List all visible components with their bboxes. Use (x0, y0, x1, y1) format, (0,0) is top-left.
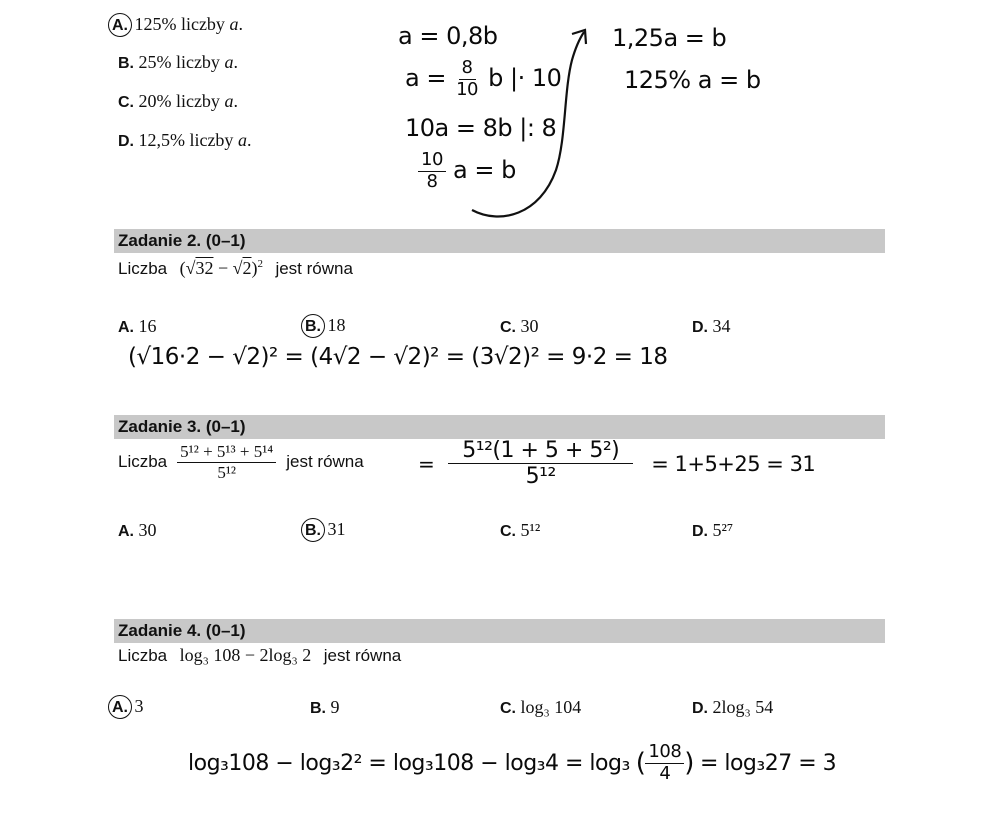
task2-option-d[interactable] (692, 316, 730, 337)
option-letter: A. (118, 319, 134, 336)
option-letter: A. (108, 695, 132, 719)
hw-frac-den: 4 (659, 762, 671, 784)
prompt-math: $(√32 - √2)^2$ (179, 258, 263, 278)
option-letter: B. (118, 55, 134, 72)
task2-prompt (118, 258, 353, 279)
task1-option-b[interactable] (118, 52, 238, 73)
option-value: 2log₃ 54 (712, 697, 774, 717)
hw-paren: ( (635, 748, 646, 779)
option-suffix: . (238, 14, 243, 34)
task4-option-b[interactable] (310, 697, 339, 718)
task1-option-c[interactable] (118, 91, 238, 112)
task2-option-a[interactable] (118, 316, 156, 337)
option-value: 34 (712, 316, 731, 336)
hw-paren: ) (684, 748, 694, 779)
option-value: 30 (138, 520, 157, 540)
prompt-text: jest równa (275, 259, 353, 278)
hw-text: b |· 10 (488, 64, 562, 93)
prompt-text: Liczba (118, 452, 168, 472)
option-text: 25% liczby (138, 52, 225, 72)
frac-den: 5¹² (217, 462, 237, 482)
option-letter: A. (118, 523, 134, 540)
option-suffix: . (233, 91, 238, 111)
prompt-text: jest równa (323, 646, 402, 665)
option-letter: B. (301, 314, 325, 338)
hw-frac-num: 108 (645, 742, 684, 764)
option-letter: D. (692, 700, 708, 717)
option-letter: D. (692, 319, 708, 336)
task4-option-a[interactable] (112, 695, 143, 719)
option-text: 12,5% liczby (138, 130, 238, 150)
option-letter: C. (500, 523, 516, 540)
hw-frac-num: 10 (418, 150, 446, 172)
option-var: a (237, 130, 247, 150)
option-letter: C. (118, 94, 134, 111)
option-letter: D. (692, 523, 708, 540)
option-value: log₃ 104 (520, 697, 582, 717)
option-value: 16 (138, 316, 157, 336)
hw-frac-den: 10 (456, 78, 478, 100)
task4-option-d[interactable] (692, 697, 773, 718)
option-value: 3 (134, 696, 144, 716)
task1-handwriting-line3: 10a = 8b |: 8 (405, 114, 557, 142)
option-letter: D. (118, 133, 134, 150)
hw-text: log₃108 − log₃2² = log₃108 − log₃4 = log₃ (188, 750, 630, 776)
task4-header: Zadanie 4. (0–1) (114, 619, 885, 643)
task2-option-c[interactable] (500, 316, 538, 337)
task2-header: Zadanie 2. (0–1) (114, 229, 885, 253)
option-letter: C. (500, 700, 516, 717)
task3-option-d[interactable] (692, 520, 733, 541)
radicand: 32 (195, 258, 214, 278)
task4-option-c[interactable] (500, 697, 581, 718)
task4-handwriting (188, 742, 836, 784)
task2-option-b[interactable] (305, 314, 345, 338)
hw-frac-den: 5¹² (525, 464, 556, 490)
task3-option-b[interactable] (305, 518, 345, 542)
option-suffix: . (246, 130, 252, 150)
option-suffix: . (233, 52, 238, 72)
prompt-fraction (177, 442, 276, 482)
option-text: 125% liczby (134, 14, 230, 34)
prompt-text: Liczba (118, 259, 168, 278)
prompt-text: Liczba (118, 646, 168, 665)
option-letter: B. (301, 518, 325, 542)
task1-handwriting-right1: 1,25a = b (612, 24, 727, 52)
hw-frac-den: 8 (426, 170, 438, 192)
option-value: 5²⁷ (712, 520, 734, 540)
hw-text: a = b (453, 156, 516, 185)
frac-num: 5¹² + 5¹³ + 5¹⁴ (177, 442, 276, 463)
option-var: a (224, 52, 234, 72)
hw-text: a = (405, 64, 454, 93)
option-letter: C. (500, 319, 516, 336)
task1-handwriting-line1: a = 0,8b (398, 22, 498, 50)
option-letter: B. (310, 700, 326, 717)
option-value: 9 (330, 697, 340, 717)
hw-fraction (418, 150, 446, 192)
task1-option-a[interactable] (112, 13, 243, 37)
hw-text: = 1+5+25 = 31 (651, 451, 816, 476)
option-value: 31 (327, 519, 346, 539)
option-value: 30 (520, 316, 539, 336)
exponent: 2 (257, 258, 263, 270)
task4-prompt (118, 645, 401, 666)
task3-handwriting (418, 438, 815, 490)
hw-eq: = (418, 451, 435, 476)
hw-fraction (448, 438, 633, 490)
hw-frac-num: 5¹²(1 + 5 + 5²) (448, 438, 633, 464)
hw-fraction (645, 742, 684, 784)
option-value: 5¹² (520, 520, 541, 540)
task1-handwriting-right2: 125% a = b (624, 66, 761, 94)
option-var: a (229, 14, 239, 34)
task1-arrow (460, 20, 600, 225)
hw-frac-num: 8 (459, 58, 476, 80)
radicand: 2 (242, 258, 252, 278)
prompt-text: jest równa (286, 452, 364, 472)
task3-option-a[interactable] (118, 520, 156, 541)
task3-option-c[interactable] (500, 520, 540, 541)
option-value: 18 (327, 315, 346, 335)
option-letter: A. (108, 13, 132, 37)
prompt-math: log₃ 108 − 2log₃ 2 (179, 645, 312, 665)
option-var: a (224, 91, 234, 111)
task1-option-d[interactable] (118, 130, 251, 151)
task3-prompt (118, 442, 364, 482)
task2-handwriting: (√16·2 − √2)² = (4√2 − √2)² = (3√2)² = 9·2 = 18 (128, 344, 668, 370)
task3-header: Zadanie 3. (0–1) (114, 415, 885, 439)
option-text: 20% liczby (138, 91, 225, 111)
hw-text: = log₃27 = 3 (699, 750, 837, 776)
